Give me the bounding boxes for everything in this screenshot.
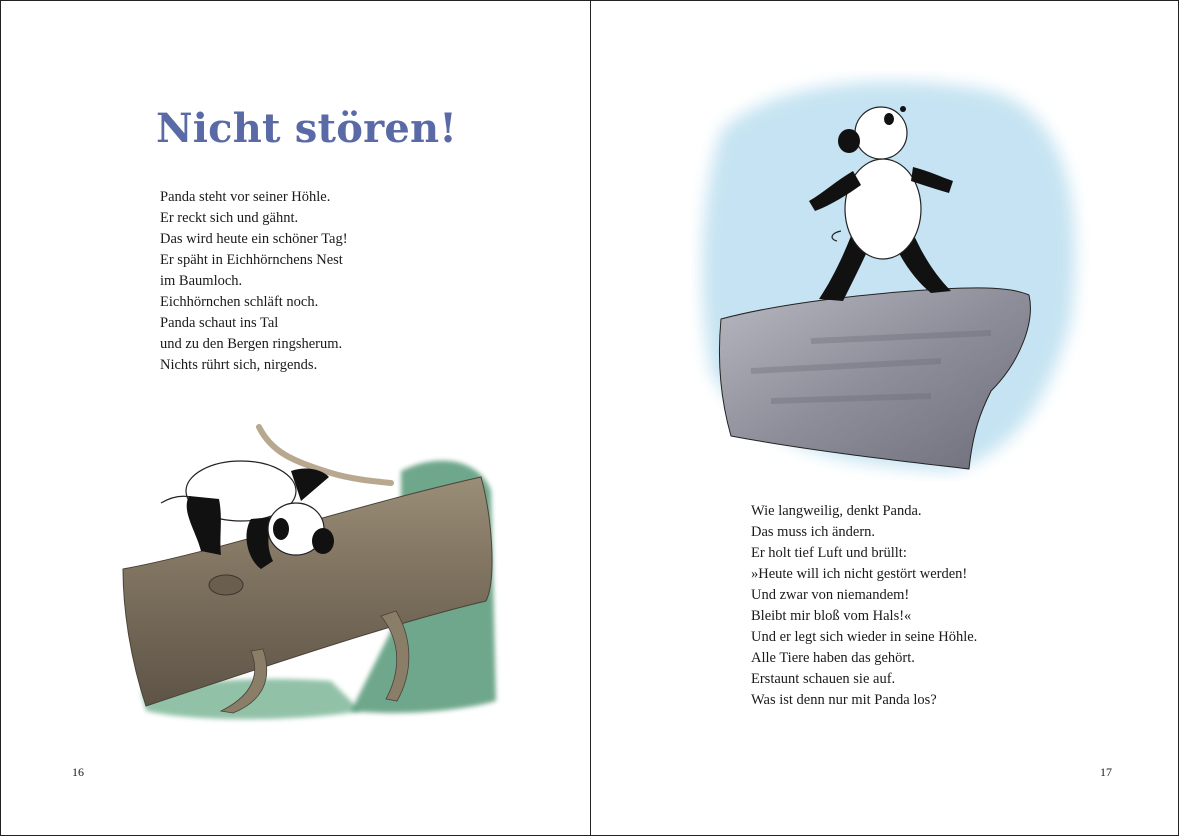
page-number: 16 xyxy=(72,765,84,779)
text-line: Und er legt sich wieder in seine Höhle. xyxy=(751,629,978,645)
right-page xyxy=(591,1,1179,835)
text-line: »Heute will ich nicht gestört werden! xyxy=(751,566,968,582)
text-line: Das muss ich ändern. xyxy=(751,524,876,540)
text-line: Nichts rührt sich, nirgends. xyxy=(160,357,318,373)
panda-body xyxy=(845,159,921,259)
text-line: Was ist denn nur mit Panda los? xyxy=(751,692,937,708)
text-line: Alle Tiere haben das gehört. xyxy=(751,650,915,666)
left-page-text xyxy=(160,187,348,376)
text-line: im Baumloch. xyxy=(160,273,243,289)
text-line: Panda steht vor seiner Höhle. xyxy=(160,189,331,205)
page-title: Nicht stören! xyxy=(156,105,458,152)
text-line: Wie langweilig, denkt Panda. xyxy=(751,503,922,519)
text-line: Bleibt mir bloß vom Hals!« xyxy=(751,608,912,624)
text-line: Er späht in Eichhörnchens Nest xyxy=(160,252,343,268)
panda-on-log-illustration xyxy=(101,411,511,741)
text-line: und zu den Bergen ringsherum. xyxy=(160,336,343,352)
text-line: Eichhörnchen schläft noch. xyxy=(160,294,319,310)
right-page-text xyxy=(751,501,977,711)
page-number: 17 xyxy=(1100,765,1112,779)
text-line: Erstaunt schauen sie auf. xyxy=(751,671,896,687)
panda-on-rock-illustration xyxy=(691,71,1091,481)
panda-ear xyxy=(312,528,334,554)
text-line: Er holt tief Luft und brüllt: xyxy=(751,545,907,561)
knot-hole xyxy=(209,575,243,595)
text-line: Er reckt sich und gähnt. xyxy=(160,210,299,226)
text-line: Panda schaut ins Tal xyxy=(160,315,279,331)
panda-nose xyxy=(900,106,906,112)
panda-head xyxy=(855,107,907,159)
text-line: Das wird heute ein schöner Tag! xyxy=(160,231,348,247)
left-page xyxy=(1,1,591,835)
panda-arm xyxy=(291,469,329,501)
panda-leg xyxy=(187,496,221,555)
panda-eye-patch xyxy=(884,113,894,125)
text-line: Und zwar von niemandem! xyxy=(751,587,910,603)
panda-ear xyxy=(838,129,860,153)
panda-eye-patch xyxy=(273,518,289,540)
